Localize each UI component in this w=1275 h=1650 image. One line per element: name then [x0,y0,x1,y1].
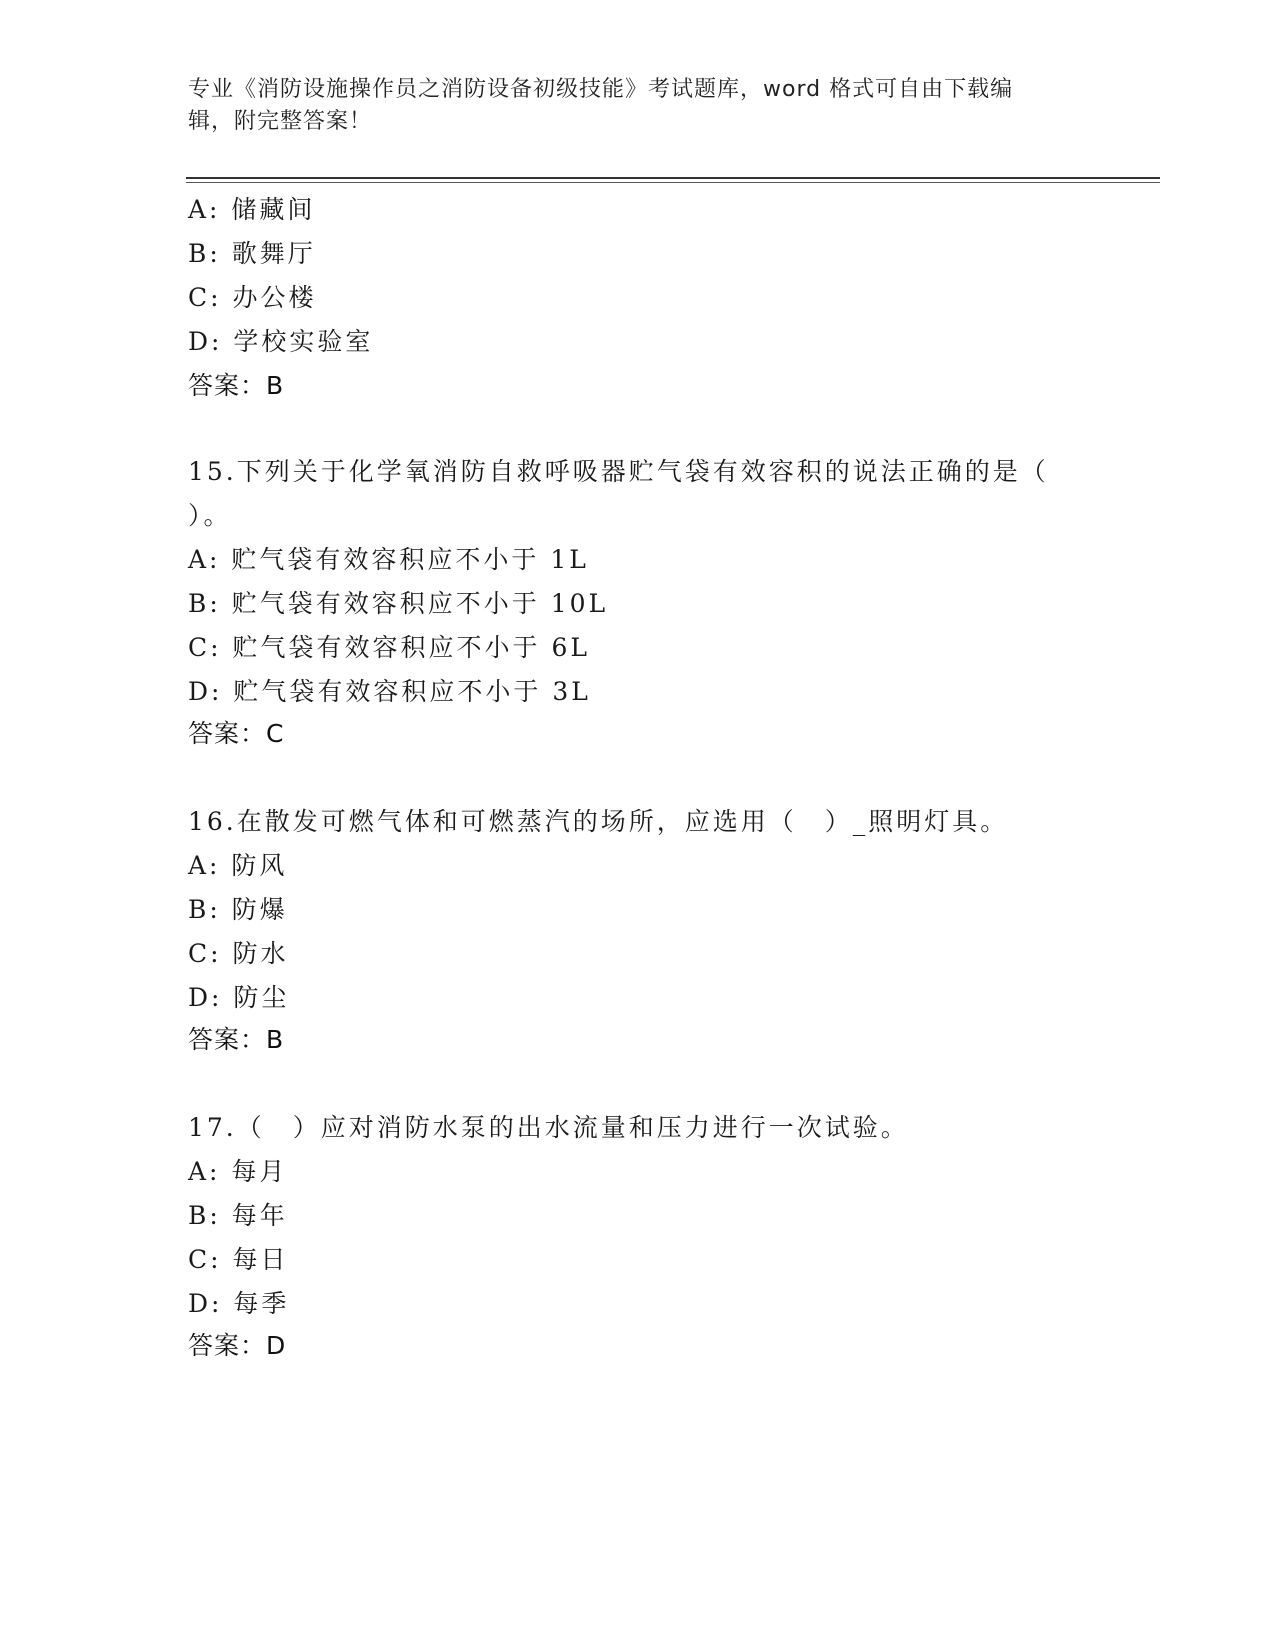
header-divider-thin [186,182,1160,183]
q14-option-b: B: 歌舞厅 [188,239,316,268]
q16-answer: 答案：B [188,1025,285,1054]
q15-option-d: D: 贮气袋有效容积应不小于 3L [188,677,591,706]
q14-option-c: C: 办公楼 [188,283,317,312]
q16-option-b: B: 防爆 [188,895,288,924]
document-header [188,74,1088,138]
q15-option-c: C: 贮气袋有效容积应不小于 6L [188,633,590,662]
q17-answer: 答案：D [188,1331,287,1360]
header-line-2: 辑，附完整答案！ [188,109,373,134]
q16-option-a: A: 防风 [188,851,288,880]
q17-option-c: C: 每日 [188,1245,289,1274]
q15-answer: 答案：C [188,719,285,748]
q17-option-b: B: 每年 [188,1201,288,1230]
q16-option-d: D: 防尘 [188,983,290,1012]
header-line-1: 专业《消防设施操作员之消防设备初级技能》考试题库，word 格式可自由下载编 [188,77,1014,102]
q14-option-a: A: 储藏间 [188,195,316,224]
q16-option-c: C: 防水 [188,939,289,968]
q15-stem-line-1: 15.下列关于化学氧消防自救呼吸器贮气袋有效容积的说法正确的是（ [188,457,1049,486]
q15-option-b: B: 贮气袋有效容积应不小于 10L [188,589,609,618]
q16-stem: 16.在散发可燃气体和可燃蒸汽的场所，应选用（ ）_照明灯具。 [188,807,1009,836]
header-divider-thick [186,177,1160,179]
q14-answer: 答案：B [188,371,285,400]
q15-option-a: A: 贮气袋有效容积应不小于 1L [188,545,589,574]
q14-option-d: D: 学校实验室 [188,327,374,356]
q17-stem: 17.（ ）应对消防水泵的出水流量和压力进行一次试验。 [188,1113,909,1142]
q17-option-a: A: 每月 [188,1157,288,1186]
q17-option-d: D: 每季 [188,1289,290,1318]
q15-stem-line-2: ）。 [188,501,232,530]
